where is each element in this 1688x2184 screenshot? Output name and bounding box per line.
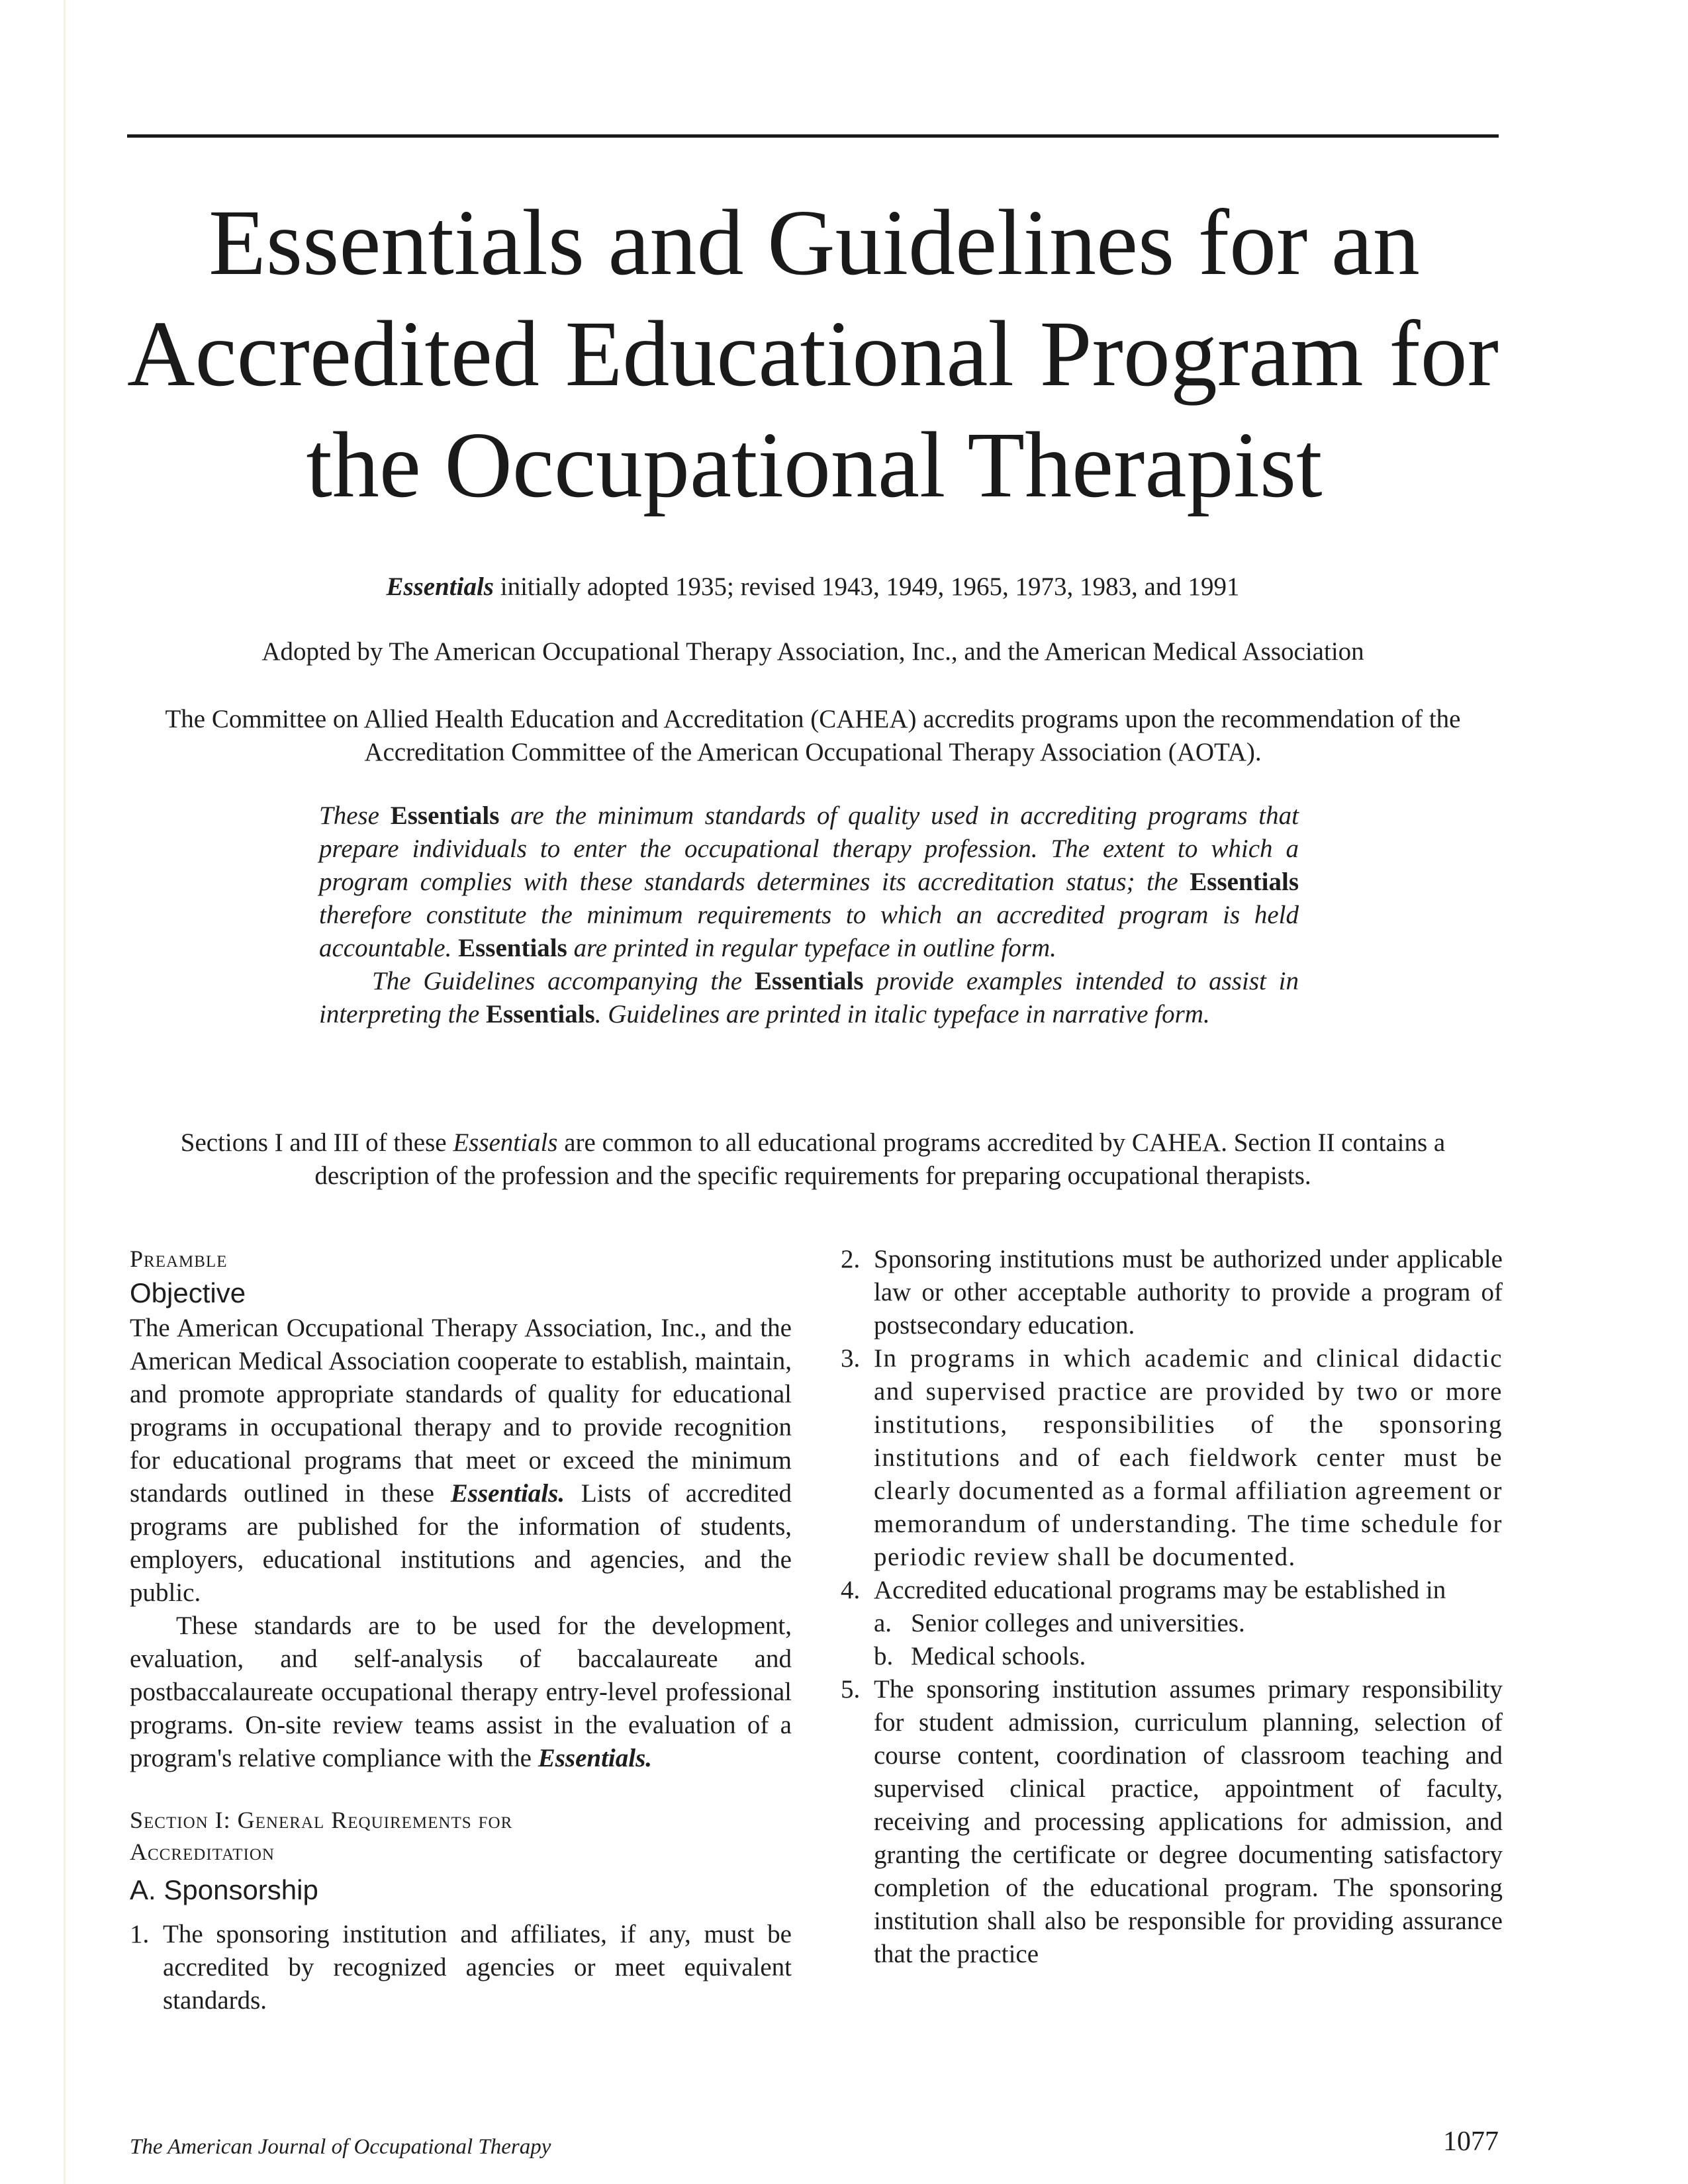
item-number: 3.: [841, 1344, 861, 1373]
intro-keyword: Essentials: [486, 1000, 595, 1028]
sections-note-text: Sections I and III of these: [180, 1128, 453, 1157]
scan-edge: [64, 0, 66, 2184]
cahea-statement: The Committee on Allied Health Education and Accreditation (CAHEA) accredits programs upon the recommendation of the Accreditation Committee of the American Occupational Therapy Association (AOTA).: [165, 705, 1461, 766]
intro-keyword: Essentials: [390, 801, 500, 830]
item-text: The sponsoring institution assumes primary responsibility for student admission, curriculum planning, selection of course content, coordination of classroom teaching and supervised clinical practice, appointment of faculty, receiving and processing applications for admission, and granting the certificate or degree documenting satisfactory completion of the educational program. The sponsoring institution shall also be responsible for providing assurance that the practice: [874, 1675, 1503, 1968]
sections-note-text: are common to all educational programs accredited by CAHEA. Section II contains a description of the profession and the specific requirements for preparing occupational therapists.: [314, 1128, 1446, 1190]
adoption-history-text: initially adopted 1935; revised 1943, 1949, 1965, 1973, 1983, and 1991: [500, 572, 1240, 601]
intro-keyword: Essentials: [1190, 868, 1299, 896]
list-item: [874, 1607, 1503, 1640]
objective-heading: Objective: [130, 1277, 246, 1308]
item-text: The sponsoring institution and affiliates, if any, must be accredited by recognized agencies or meet equivalent standards.: [163, 1920, 792, 2015]
item-number: 5.: [841, 1675, 861, 1704]
essentials-keyword: Essentials: [386, 572, 494, 601]
intro-box: [319, 799, 1299, 1031]
objective-paragraph-2: [130, 1610, 792, 1775]
adoption-history: [127, 570, 1499, 604]
section-1-heading-line-1: Section I: General Requirements for: [130, 1807, 513, 1833]
intro-text: These: [319, 801, 391, 830]
item-text: Accredited educational programs may be established in: [874, 1576, 1446, 1604]
section-1-heading-line-2: Accreditation: [130, 1839, 275, 1865]
intro-text: therefore constitute the minimum requirements to which an accredited program is held accountable.: [319, 901, 1299, 962]
sponsorship-list-continued: [841, 1243, 1503, 1971]
title-line-2: Accredited Educational Program for: [127, 301, 1499, 406]
sections-note: [127, 1126, 1499, 1193]
preamble-heading: Preamble: [130, 1246, 228, 1272]
intro-keyword: Essentials: [754, 967, 864, 995]
item-text: Sponsoring institutions must be authorized under applicable law or other acceptable authority to provide a program of postsecondary education.: [874, 1245, 1503, 1340]
intro-text: The Guidelines accompanying the: [372, 967, 755, 995]
title-line-3: the Occupational Therapist: [306, 412, 1323, 517]
sponsorship-list: [130, 1918, 792, 2017]
right-column: [841, 1243, 1503, 1971]
intro-text: are the minimum standards of quality used in accrediting programs that prepare individuals to enter the occupational therapy profession. The extent to which a program complies with these standards determines its accreditation status; the: [319, 801, 1299, 896]
intro-paragraph-1: [319, 799, 1299, 965]
item-number: 4.: [841, 1576, 861, 1604]
adopted-by: Adopted by The American Occupational Therapy Association, Inc., and the American Medical Association: [261, 637, 1364, 666]
item-text: Senior colleges and universities.: [911, 1609, 1245, 1637]
intro-text: provide examples intended to assist in interpreting the: [319, 967, 1299, 1028]
list-item: [841, 1243, 1503, 1342]
item-number: 1.: [130, 1920, 150, 1948]
list-item: [841, 1574, 1503, 1673]
item-number: 2.: [841, 1245, 861, 1273]
institution-type-list: [874, 1607, 1503, 1673]
title-line-1: Essentials and Guidelines for an: [209, 190, 1420, 295]
sections-note-keyword: Essentials: [453, 1128, 558, 1157]
objective-text: Lists of accredited programs are published for the information of students, employers, educational institutions and agencies, and the public.: [130, 1479, 792, 1607]
item-text: In programs in which academic and clinical didactic and supervised practice are provided by two or more institutions, responsibilities of the sponsoring institutions and of each fieldwork center must be clearly documented as a formal affiliation agreement or memorandum of understanding. The time schedule for periodic review shall be documented.: [874, 1344, 1503, 1571]
list-item: [130, 1918, 792, 2017]
item-number: a.: [874, 1609, 892, 1637]
objective-paragraph-1: [130, 1312, 792, 1610]
list-item: [874, 1640, 1503, 1673]
objective-keyword: Essentials.: [538, 1744, 653, 1772]
objective-text: These standards are to be used for the development, evaluation, and self-analysis of baccalaureate and postbaccalaureate occupational therapy entry-level professional programs. On-site review teams assist in the evaluation of a program's relative compliance with the: [130, 1612, 792, 1772]
left-column: [130, 1243, 792, 2017]
intro-paragraph-2: [319, 965, 1299, 1031]
intro-text: are printed in regular typeface in outline form.: [567, 934, 1056, 962]
page-title: [99, 187, 1529, 520]
list-item: [841, 1342, 1503, 1574]
list-item: [841, 1673, 1503, 1971]
objective-text: The American Occupational Therapy Association, Inc., and the American Medical Association cooperate to establish, maintain, and promote appropriate standards of quality for educational programs in occupational therapy and to provide recognition for educational programs that meet or exceed the minimum standards outlined in these: [130, 1314, 792, 1508]
item-text: Medical schools.: [911, 1642, 1086, 1670]
top-rule: [127, 134, 1499, 138]
sponsorship-heading: A. Sponsorship: [130, 1874, 318, 1905]
page-number: 1077: [1443, 2126, 1499, 2157]
item-number: b.: [874, 1642, 894, 1670]
intro-text: . Guidelines are printed in italic typeface in narrative form.: [594, 1000, 1210, 1028]
objective-keyword: Essentials.: [450, 1479, 565, 1508]
journal-name: The American Journal of Occupational Therapy: [130, 2135, 551, 2159]
intro-keyword: Essentials: [458, 934, 567, 962]
